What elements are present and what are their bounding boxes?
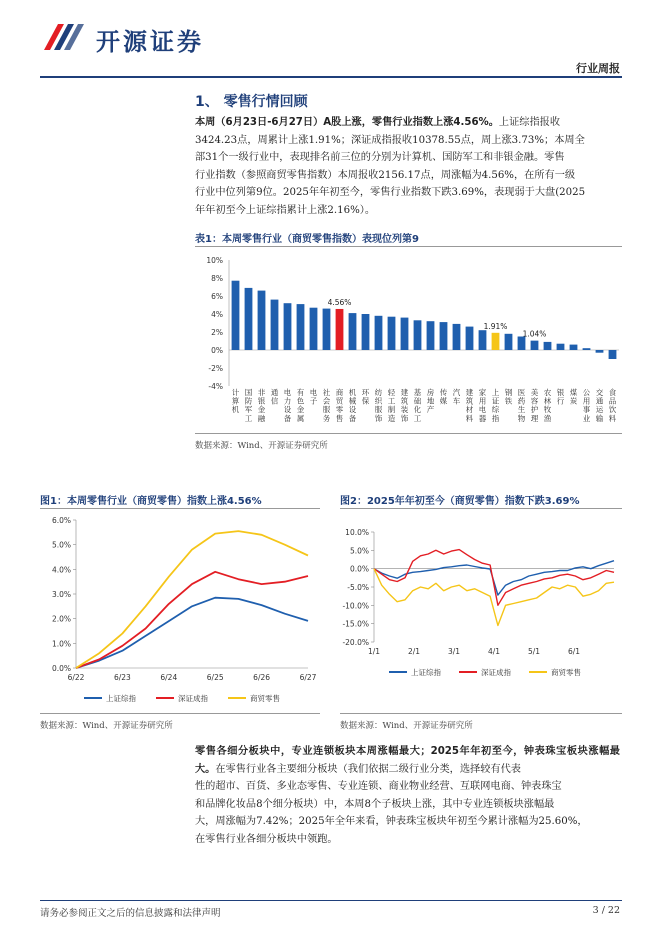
fig1-caption: 图1：本周零售行业（商贸零售）指数上涨4.56% <box>40 496 262 507</box>
table1-source-rule <box>195 433 622 434</box>
bar-x-label: 机械设备 <box>348 388 357 423</box>
legend-label-2: 商贸零售 <box>551 668 581 677</box>
bar-x-label: 房地产 <box>426 388 435 415</box>
legend-label-1: 深证成指 <box>178 694 208 703</box>
bar-x-label: 公用事业 <box>582 388 591 423</box>
segment-paragraph: 零售各细分板块中，专业连锁板块本周涨幅最大；2025年年初至今，钟表珠宝板块涨幅最大。在零售行业各主要细分板块（我们依据二级行业分类，选择较有代表 性的超市、百货、多业态零售、专业连锁、商业物业经营、互联网电商、钟表珠宝 和品牌化妆品8个细分板块）中，本周8个子板块上涨，其中专业连锁板块涨幅最 大，周涨幅为7.42%；2025年全年来看，钟表珠宝板块年初至今累计涨幅为25.60%， 在零售行业各细分板块中领跑。 <box>195 746 620 845</box>
y-tick-label: -20.0% <box>342 638 369 647</box>
bar-x-label: 计算机 <box>231 388 240 415</box>
bar-x-label: 农林牧渔 <box>543 388 552 423</box>
x-tick-label: 6/23 <box>113 673 131 682</box>
intro-lead: 本周（6月23日-6月27日）A股上涨，零售行业指数上涨4.56%。 <box>195 117 499 128</box>
bar-y-tick: -2% <box>208 364 223 373</box>
ytd-index-line-chart <box>340 510 622 710</box>
weekly-index-line-chart <box>40 510 320 710</box>
bar-11 <box>375 316 383 350</box>
x-tick-label: 3/1 <box>447 647 461 656</box>
bar-29 <box>609 350 617 359</box>
bar-x-label: 建筑材料 <box>465 388 474 423</box>
bar-y-tick: 6% <box>211 292 223 301</box>
bar-x-label: 上证综指 <box>491 388 500 423</box>
bar-19 <box>479 330 487 350</box>
bar-0 <box>232 281 240 350</box>
legend-label-2: 商贸零售 <box>250 694 280 703</box>
legend-label-1: 深证成指 <box>481 668 511 677</box>
bar-x-label: 国防军工 <box>244 388 253 423</box>
bar-9 <box>349 313 357 350</box>
bar-4 <box>284 303 292 350</box>
y-tick-label: 6.0% <box>51 516 71 525</box>
bar-21 <box>505 334 513 350</box>
x-tick-label: 6/22 <box>67 673 85 682</box>
bar-x-label: 家用电器 <box>478 388 487 423</box>
bar-16 <box>440 322 448 350</box>
bar-y-tick: 10% <box>206 256 223 265</box>
series-line-0 <box>76 598 308 668</box>
bar-x-label: 纺织服饰 <box>374 388 383 423</box>
y-tick-label: 2.0% <box>51 614 71 624</box>
bar-y-tick: 4% <box>211 310 223 319</box>
bar-12 <box>388 317 396 350</box>
bar-3 <box>271 300 279 350</box>
series-line-2 <box>76 531 308 668</box>
bar-y-tick: 0% <box>211 346 223 355</box>
bar-x-label: 基础化工 <box>413 388 422 423</box>
logo-text: 开源证券 <box>96 28 204 56</box>
logo-mark-icon <box>40 20 90 54</box>
y-tick-label: -10.0% <box>342 601 369 611</box>
bar-x-label: 食品饮料 <box>608 388 617 423</box>
x-tick-label: 6/1 <box>567 647 581 656</box>
bar-18 <box>466 327 474 350</box>
page-number: 3 / 22 <box>592 905 620 916</box>
bar-13 <box>401 318 409 350</box>
bar-x-label: 建筑装饰 <box>400 388 409 423</box>
bar-x-label: 美容护理 <box>530 388 539 423</box>
y-tick-label: -5.0% <box>347 583 369 592</box>
x-tick-label: 6/27 <box>299 673 317 682</box>
bar-24 <box>544 342 552 350</box>
bar-28 <box>596 350 604 353</box>
table1-caption-rule <box>195 246 622 247</box>
y-tick-label: 1.0% <box>51 639 71 649</box>
bar-25 <box>557 344 565 350</box>
header-rule <box>40 76 622 78</box>
bar-y-tick: -4% <box>208 382 223 391</box>
bar-x-label: 钢铁 <box>504 388 513 406</box>
bar-x-label: 有色金属 <box>296 388 305 423</box>
bar-23 <box>531 341 539 350</box>
bar-x-label: 社会服务 <box>322 388 331 423</box>
intro-paragraph: 本周（6月23日-6月27日）A股上涨，零售行业指数上涨4.56%。上证综指报收 3424.23点，周累计上涨1.91%；深证成指报收10378.55点，周上涨3.73%；本周全 部31个一级行业中，表现排名前三位的分别为计算机、国防军工和非银金融。零售 行业指数（参照商贸零售指数）本周报收2156.17点，周涨幅为4.56%，在所有一级 行业中位列第9位。2025年年初至今，零售行业指数下跌3.69%，表现弱于大盘(2025 年年初至今上证综指累计上涨2.16%）。 <box>195 117 586 216</box>
x-tick-label: 6/24 <box>160 673 178 682</box>
fig1-caption-rule <box>40 508 320 509</box>
x-tick-label: 2/1 <box>407 647 421 656</box>
bar-x-label: 医药生物 <box>517 388 526 423</box>
bar-10 <box>362 314 370 350</box>
bar-x-label: 煤炭 <box>569 388 578 406</box>
bar-x-label: 轻工制造 <box>387 388 396 423</box>
bar-x-label: 银行 <box>556 388 565 406</box>
fig2-source: 数据来源：Wind、开源证券研究所 <box>340 721 473 731</box>
bar-x-label: 非银金融 <box>257 388 266 423</box>
bar-2 <box>258 291 266 350</box>
bar-x-label: 电力设备 <box>283 388 292 423</box>
bar-x-label: 传媒 <box>439 388 448 406</box>
series-line-1 <box>76 572 308 668</box>
y-tick-label: 10.0% <box>345 528 369 537</box>
doc-type: 行业周报 <box>576 62 620 75</box>
table1-caption: 表1：本周零售行业（商贸零售指数）表现位列第9 <box>195 234 419 245</box>
bar-26 <box>570 345 578 350</box>
y-tick-label: 3.0% <box>51 590 71 599</box>
bar-20 <box>492 333 500 350</box>
bar-x-label: 汽车 <box>452 388 461 406</box>
fig2-caption: 图2：2025年年初至今（商贸零售）指数下跌3.69% <box>340 496 580 507</box>
bar-data-label: 1.04% <box>522 329 547 339</box>
bar-data-label: 1.91% <box>483 321 508 331</box>
table1-source: 数据来源：Wind、开源证券研究所 <box>195 441 328 451</box>
y-tick-label: 0.0% <box>51 664 71 673</box>
y-tick-label: 5.0% <box>51 540 71 550</box>
legend-label-0: 上证综指 <box>106 694 136 703</box>
bar-5 <box>297 304 305 350</box>
bar-1 <box>245 288 253 350</box>
bar-x-label: 环保 <box>361 388 370 406</box>
legend-label-0: 上证综指 <box>411 668 441 677</box>
x-tick-label: 6/25 <box>206 673 224 682</box>
segment-lead: 零售各细分板块中，专业连锁板块本周涨幅最大；2025年年初至今，钟表珠宝板块涨幅最大。 <box>195 746 620 775</box>
fig2-source-rule <box>340 713 622 714</box>
y-tick-label: 5.0% <box>349 546 369 556</box>
bar-15 <box>427 321 435 350</box>
y-tick-label: 4.0% <box>51 565 71 575</box>
logo <box>40 20 260 54</box>
y-tick-label: 0.0% <box>349 564 369 574</box>
bar-x-label: 电子 <box>309 388 318 406</box>
x-tick-label: 1/1 <box>367 647 381 656</box>
section-title: 1、 零售行情回顾 <box>195 94 308 110</box>
bar-17 <box>453 324 461 350</box>
x-tick-label: 4/1 <box>487 647 501 656</box>
x-tick-label: 6/26 <box>253 673 271 682</box>
series-line-1 <box>374 550 614 606</box>
bar-x-label: 商贸零售 <box>335 388 344 423</box>
bar-14 <box>414 320 422 350</box>
bar-6 <box>310 308 318 350</box>
bar-data-label: 4.56% <box>327 297 352 307</box>
bar-y-tick: 2% <box>211 328 223 337</box>
fig2-caption-rule <box>340 508 622 509</box>
industry-bar-chart <box>195 250 625 430</box>
y-tick-label: -15.0% <box>342 619 369 629</box>
x-tick-label: 5/1 <box>527 647 541 656</box>
bar-y-tick: 8% <box>211 274 223 283</box>
bar-x-label: 通信 <box>270 388 279 406</box>
bar-x-label: 交通运输 <box>595 388 604 423</box>
bar-27 <box>583 348 591 350</box>
footer-rule <box>40 900 622 901</box>
fig1-source: 数据来源：Wind、开源证券研究所 <box>40 721 173 731</box>
footer-disclaimer: 请务必参阅正文之后的信息披露和法律声明 <box>40 908 221 919</box>
fig1-source-rule <box>40 713 320 714</box>
bar-7 <box>323 309 331 350</box>
bar-8 <box>336 309 344 350</box>
